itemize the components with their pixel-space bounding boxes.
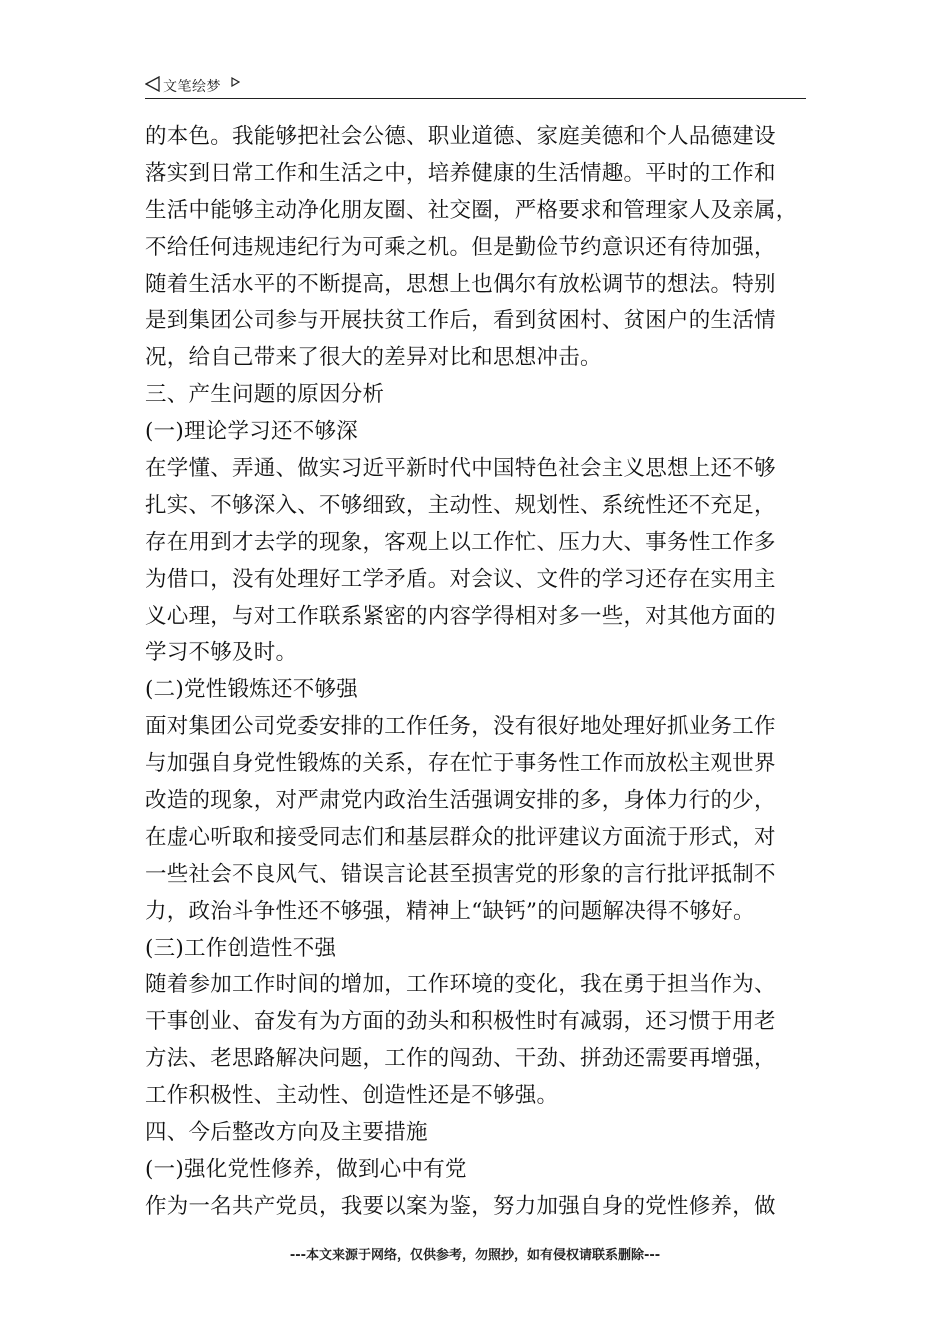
text-line: 存在用到才去学的现象，客观上以工作忙、压力大、事务性工作多 (145, 529, 776, 555)
text-line: 力，政治斗争性还不够强，精神上“缺钙”的问题解决得不够好。 (145, 898, 755, 924)
subsection-heading: (一)强化党性修养，做到心中有党 (145, 1156, 467, 1182)
text-line: 干事创业、奋发有为方面的劲头和积极性时有减弱，还习惯于用老 (145, 1009, 776, 1035)
text-line: 在虚心听取和接受同志们和基层群众的批评建议方面流于形式，对 (145, 824, 776, 850)
text-line: 的本色。我能够把社会公德、职业道德、家庭美德和个人品德建设 (145, 124, 776, 149)
text-line: 生活中能够主动净化朋友圈、社交圈，严格要求和管理家人及亲属， (145, 197, 798, 223)
document-body (145, 119, 815, 1226)
section-heading: 四、今后整改方向及主要措施 (145, 1120, 428, 1146)
subsection-heading: (三)工作创造性不强 (145, 935, 337, 961)
right-triangle-icon (231, 77, 240, 87)
left-triangle-icon (145, 76, 160, 92)
text-line: 学习不够及时。 (145, 640, 298, 666)
text-line: 随着参加工作时间的增加，工作环境的变化，我在勇于担当作为、 (145, 972, 776, 998)
text-line: 一些社会不良风气、错误言论甚至损害党的形象的言行批评抵制不 (145, 861, 776, 887)
text-line: 为借口，没有处理好工学矛盾。对会议、文件的学习还存在实用主 (145, 566, 776, 592)
page-header (145, 74, 806, 99)
text-line: 义心理，与对工作联系紧密的内容学得相对多一些，对其他方面的 (145, 603, 776, 629)
text-line: 改造的现象，对严肃党内政治生活强调安排的多，身体力行的少， (145, 788, 776, 814)
subsection-heading: (一)理论学习还不够深 (145, 419, 359, 445)
text-line: 面对集团公司党委安排的工作任务，没有很好地处理好抓业务工作 (145, 714, 776, 740)
text-line: 扎实、不够深入、不够细致，主动性、规划性、系统性还不充足， (145, 492, 776, 518)
text-line: 不给任何违规违纪行为可乘之机。但是勤俭节约意识还有待加强， (145, 234, 776, 260)
text-line: 况，给自己带来了很大的差异对比和思想冲击。 (145, 345, 602, 371)
section-heading: 三、产生问题的原因分析 (145, 382, 385, 408)
footer-notice: ---本文来源于网络，仅供参考，勿照抄，如有侵权请联系删除--- (289, 1248, 661, 1263)
text-line: 与加强自身党性锻炼的关系，存在忙于事务性工作而放松主观世界 (145, 751, 776, 777)
subsection-heading: (二)党性锻炼还不够强 (145, 677, 359, 703)
text-line: 作为一名共产党员，我要以案为鉴，努力加强自身的党性修养，做 (145, 1193, 776, 1219)
text-line: 落实到日常工作和生活之中，培养健康的生活情趣。平时的工作和 (145, 160, 776, 186)
header-brand: 文笔绘梦 (163, 79, 221, 95)
text-line: 随着生活水平的不断提高，思想上也偶尔有放松调节的想法。特别 (145, 271, 776, 297)
text-line: 是到集团公司参与开展扶贫工作后，看到贫困村、贫困户的生活情 (145, 308, 776, 334)
text-line: 方法、老思路解决问题，工作的闯劲、干劲、拼劲还需要再增强， (145, 1046, 776, 1072)
text-line: 在学懂、弄通、做实习近平新时代中国特色社会主义思想上还不够 (145, 456, 776, 482)
text-line: 工作积极性、主动性、创造性还是不够强。 (145, 1083, 559, 1109)
